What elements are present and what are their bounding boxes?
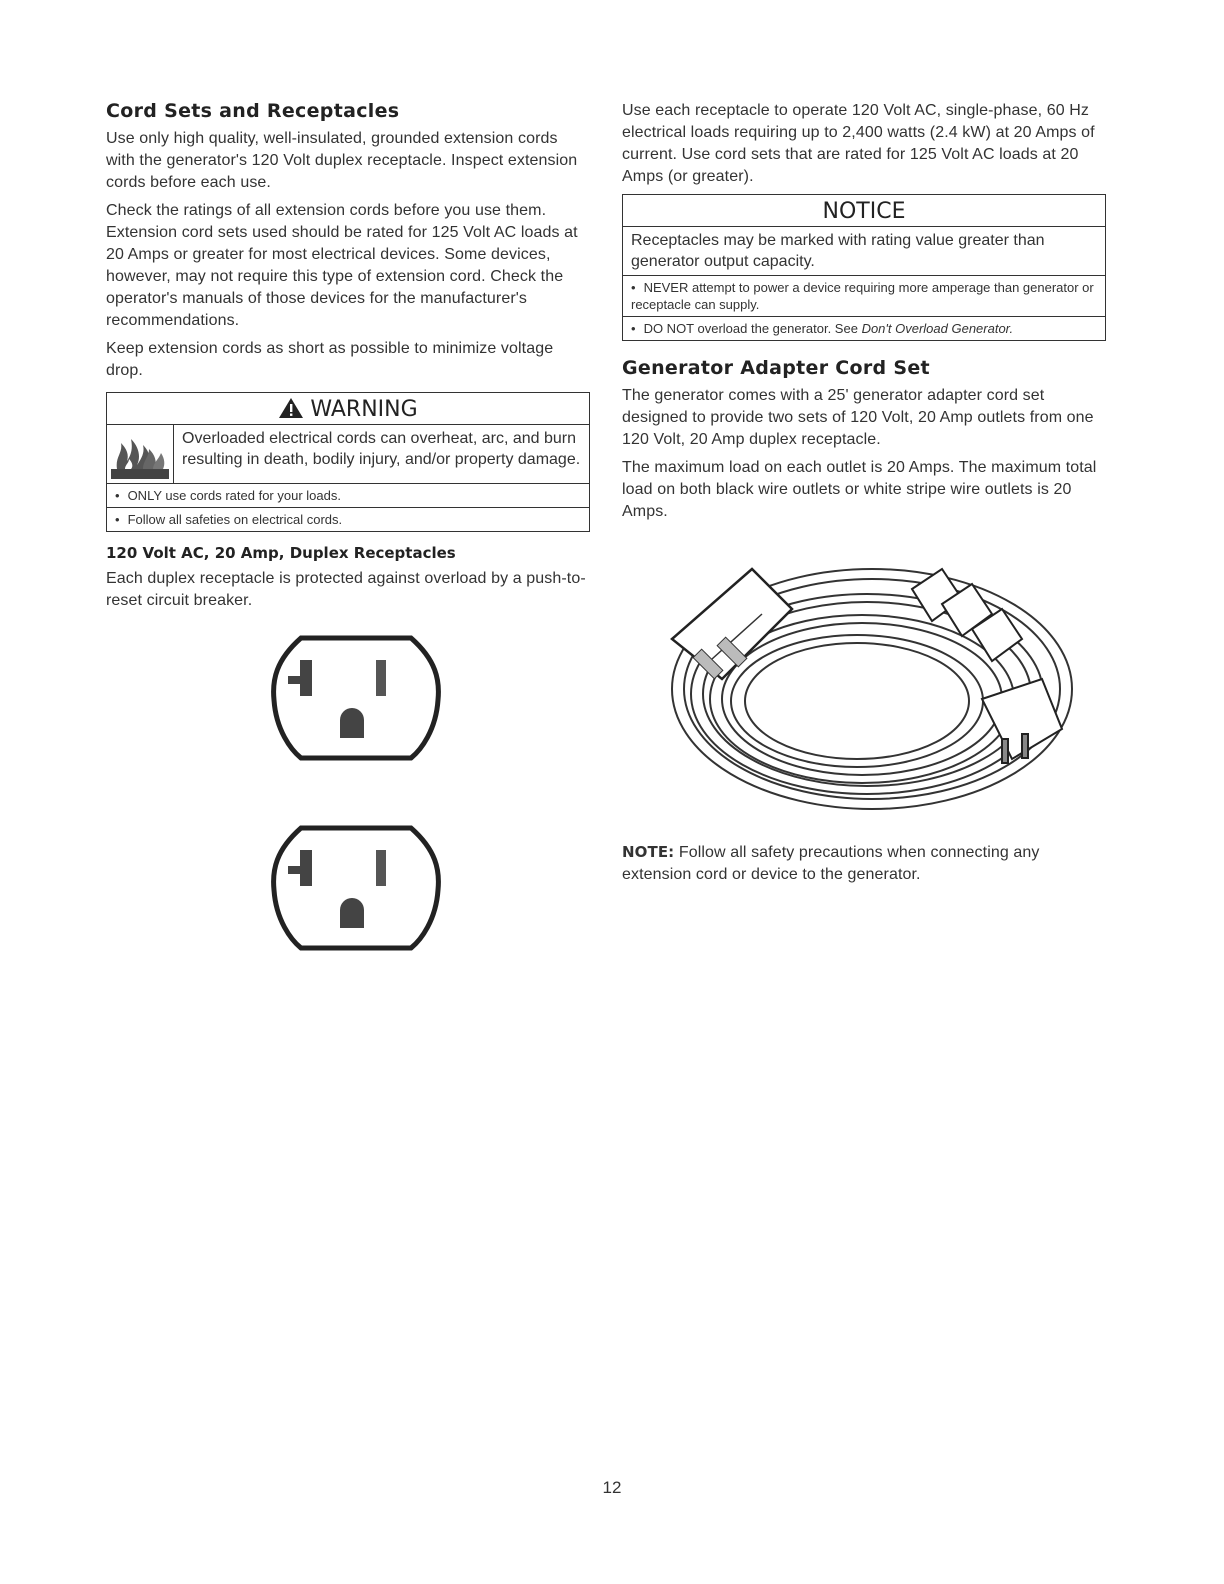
receptacle-outlet — [274, 638, 439, 758]
warning-header — [107, 393, 589, 425]
cross-reference: Don't Overload Generator. — [861, 321, 1014, 336]
note-label: NOTE: — [622, 843, 675, 861]
right-column — [622, 100, 1106, 892]
paragraph: The maximum load on each outlet is 20 Amps. The maximum total load on both black wire outlets or white stripe wire outlets is 20 Amps. — [622, 459, 1097, 520]
warning-bullet: • Follow all safeties on electrical cords. — [107, 507, 589, 531]
fire-icon — [107, 425, 174, 483]
page-number: 12 — [602, 1478, 622, 1497]
notice-title: NOTICE — [822, 199, 906, 224]
paragraph: Use only high quality, well-insulated, grounded extension cords with the generator's 120 Volt duplex receptacle. Inspect extension cords before each use. — [106, 130, 578, 191]
warning-triangle-icon — [278, 397, 304, 419]
note-text: Follow all safety precautions when connecting any extension cord or device to the generator. — [622, 844, 1040, 883]
paragraph: Use each receptacle to operate 120 Volt AC, single-phase, 60 Hz electrical loads requiring up to 2,400 watts (2.4 kW) at 20 Amps of current. Use cord sets that are rated for 125 Volt AC loads at 20 Amps (or greater). — [622, 102, 1095, 185]
paragraph: Check the ratings of all extension cords before you use them. Extension cord sets used should be rated for 125 Volt AC loads at 20 Amps or greater for most electrical devices. Some devices, however, may not require this type of extension cord. Check the operator's manuals of those devices for the manufacturer's recommendations. — [106, 202, 578, 329]
section-heading-adapter-cord: Generator Adapter Cord Set — [622, 357, 930, 379]
power-plug — [982, 679, 1062, 763]
notice-text: Receptacles may be marked with rating value greater than generator output capacity. — [623, 227, 1105, 276]
subheading-duplex-receptacles: 120 Volt AC, 20 Amp, Duplex Receptacles — [106, 544, 456, 562]
paragraph: Each duplex receptacle is protected against overload by a push-to-reset circuit breaker. — [106, 570, 586, 609]
note-paragraph — [622, 841, 1106, 886]
warning-text: Overloaded electrical cords can overheat, arc, and burn resulting in death, bodily injury, and/or property damage. — [182, 430, 581, 468]
notice-bullet: • DO NOT overload the generator. See Don't Overload Generator. — [623, 316, 1105, 340]
section-heading-cord-sets: Cord Sets and Receptacles — [106, 100, 400, 122]
receptacle-outlet — [274, 828, 439, 948]
warning-box — [106, 392, 590, 532]
notice-box — [622, 194, 1106, 341]
notice-bullet: • NEVER attempt to power a device requiring more amperage than generator or receptacle can supply. — [623, 276, 1105, 316]
warning-title: WARNING — [310, 397, 418, 422]
adapter-cord-illustration — [642, 529, 1082, 829]
paragraph: Keep extension cords as short as possible to minimize voltage drop. — [106, 340, 554, 379]
notice-header — [623, 195, 1105, 227]
receptacle-illustration — [256, 620, 456, 980]
paragraph: The generator comes with a 25' generator adapter cord set designed to provide two sets of 120 Volt, 20 Amp outlets from one 120 Volt, 20 Amp duplex receptacle. — [622, 387, 1094, 448]
left-column — [106, 100, 590, 980]
warning-bullet: • ONLY use cords rated for your loads. — [107, 484, 589, 507]
